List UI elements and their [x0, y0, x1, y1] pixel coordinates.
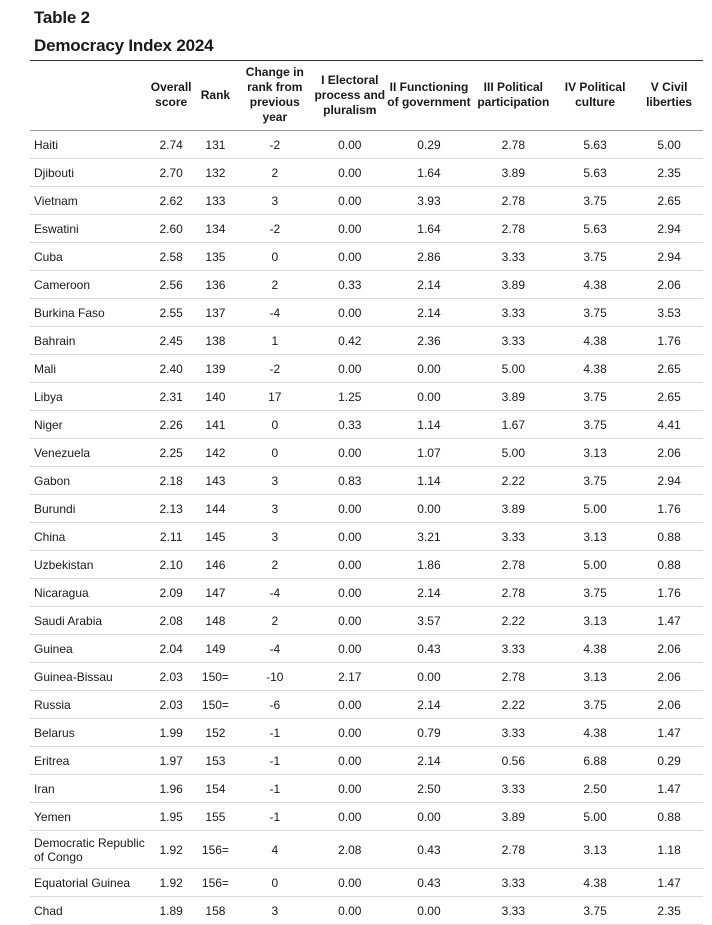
rank-cell: 140	[195, 383, 237, 411]
electoral-process-cell: 0.33	[313, 411, 386, 439]
country-cell: China	[30, 523, 148, 551]
table-row	[30, 719, 703, 747]
country-cell: Chad	[30, 897, 148, 925]
table-row	[30, 439, 703, 467]
political-participation-cell: 3.89	[472, 803, 555, 831]
header-rank: Rank	[200, 87, 231, 102]
functioning-government-cell: 3.21	[386, 523, 471, 551]
country-cell: Eswatini	[30, 215, 148, 243]
political-participation-cell: 3.89	[472, 271, 555, 299]
functioning-government-cell: 2.50	[386, 775, 471, 803]
electoral-process-cell: 0.00	[313, 579, 386, 607]
functioning-government-cell: 3.93	[386, 187, 471, 215]
rank-change-cell: 3	[236, 897, 313, 925]
rank-cell: 150=	[195, 691, 237, 719]
table-row	[30, 131, 703, 159]
country-cell: Democratic Republic of Congo	[30, 831, 148, 869]
democracy-index-table-wrapper	[30, 60, 703, 925]
header-political-participation: III Political participation	[477, 80, 550, 109]
political-culture-cell: 4.38	[555, 327, 635, 355]
rank-change-cell: 3	[236, 523, 313, 551]
electoral-process-cell: 0.00	[313, 551, 386, 579]
table-row	[30, 159, 703, 187]
civil-liberties-cell: 1.76	[635, 579, 703, 607]
table-row	[30, 869, 703, 897]
civil-liberties-cell: 1.76	[635, 495, 703, 523]
country-cell: Yemen	[30, 803, 148, 831]
rank-cell: 152	[195, 719, 237, 747]
table-body	[30, 131, 703, 925]
header-civil-liberties: V Civil liberties	[646, 80, 693, 109]
electoral-process-cell: 0.00	[313, 299, 386, 327]
political-culture-cell: 3.75	[555, 897, 635, 925]
table-title: Democracy Index 2024	[34, 36, 214, 55]
electoral-process-cell: 1.25	[313, 383, 386, 411]
table-row	[30, 327, 703, 355]
overall-score-cell: 1.95	[148, 803, 195, 831]
electoral-process-cell: 0.83	[313, 467, 386, 495]
rank-change-cell: 4	[236, 831, 313, 869]
political-participation-cell: 2.78	[472, 831, 555, 869]
electoral-process-cell: 0.00	[313, 719, 386, 747]
country-cell: Cuba	[30, 243, 148, 271]
table-row	[30, 299, 703, 327]
overall-score-cell: 2.58	[148, 243, 195, 271]
electoral-process-cell: 0.00	[313, 215, 386, 243]
rank-change-cell: 0	[236, 869, 313, 897]
electoral-process-cell: 2.08	[313, 831, 386, 869]
political-culture-cell: 5.63	[555, 131, 635, 159]
country-cell: Bahrain	[30, 327, 148, 355]
country-cell: Cameroon	[30, 271, 148, 299]
rank-cell: 136	[195, 271, 237, 299]
civil-liberties-cell: 2.06	[635, 635, 703, 663]
civil-liberties-cell: 1.76	[635, 327, 703, 355]
political-culture-cell: 3.75	[555, 691, 635, 719]
civil-liberties-cell: 4.41	[635, 411, 703, 439]
civil-liberties-cell: 0.29	[635, 747, 703, 775]
table-row	[30, 775, 703, 803]
political-culture-cell: 2.50	[555, 775, 635, 803]
overall-score-cell: 1.92	[148, 831, 195, 869]
political-culture-cell: 4.38	[555, 719, 635, 747]
rank-change-cell: 2	[236, 159, 313, 187]
functioning-government-cell: 2.14	[386, 747, 471, 775]
table-row	[30, 411, 703, 439]
political-culture-cell: 3.75	[555, 411, 635, 439]
rank-cell: 141	[195, 411, 237, 439]
political-participation-cell: 2.22	[472, 607, 555, 635]
overall-score-cell: 2.04	[148, 635, 195, 663]
overall-score-cell: 2.55	[148, 299, 195, 327]
political-culture-cell: 3.75	[555, 187, 635, 215]
overall-score-cell: 2.25	[148, 439, 195, 467]
rank-change-cell: 0	[236, 439, 313, 467]
rank-cell: 137	[195, 299, 237, 327]
electoral-process-cell: 0.00	[313, 897, 386, 925]
rank-cell: 147	[195, 579, 237, 607]
table-row	[30, 215, 703, 243]
functioning-government-cell: 2.36	[386, 327, 471, 355]
electoral-process-cell: 0.42	[313, 327, 386, 355]
electoral-process-cell: 2.17	[313, 663, 386, 691]
electoral-process-cell: 0.00	[313, 747, 386, 775]
political-participation-cell: 3.89	[472, 495, 555, 523]
electoral-process-cell: 0.00	[313, 523, 386, 551]
overall-score-cell: 1.89	[148, 897, 195, 925]
political-culture-cell: 5.63	[555, 159, 635, 187]
table-row	[30, 831, 703, 869]
political-participation-cell: 0.56	[472, 747, 555, 775]
country-cell: Burkina Faso	[30, 299, 148, 327]
functioning-government-cell: 2.14	[386, 691, 471, 719]
table-row	[30, 663, 703, 691]
civil-liberties-cell: 2.35	[635, 159, 703, 187]
functioning-government-cell: 0.43	[386, 635, 471, 663]
table-row	[30, 551, 703, 579]
rank-change-cell: 2	[236, 607, 313, 635]
header-overall-score: Overall score	[150, 80, 192, 109]
electoral-process-cell: 0.00	[313, 159, 386, 187]
electoral-process-cell: 0.00	[313, 355, 386, 383]
rank-cell: 142	[195, 439, 237, 467]
rank-change-cell: -1	[236, 747, 313, 775]
political-participation-cell: 3.33	[472, 775, 555, 803]
country-cell: Mali	[30, 355, 148, 383]
political-culture-cell: 3.75	[555, 243, 635, 271]
rank-change-cell: -1	[236, 803, 313, 831]
overall-score-cell: 2.62	[148, 187, 195, 215]
country-cell: Iran	[30, 775, 148, 803]
rank-cell: 135	[195, 243, 237, 271]
electoral-process-cell: 0.00	[313, 691, 386, 719]
functioning-government-cell: 1.07	[386, 439, 471, 467]
rank-cell: 148	[195, 607, 237, 635]
rank-cell: 153	[195, 747, 237, 775]
political-participation-cell: 2.78	[472, 215, 555, 243]
political-culture-cell: 4.38	[555, 355, 635, 383]
rank-change-cell: 3	[236, 187, 313, 215]
functioning-government-cell: 2.14	[386, 579, 471, 607]
electoral-process-cell: 0.00	[313, 775, 386, 803]
functioning-government-cell: 2.14	[386, 299, 471, 327]
overall-score-cell: 2.31	[148, 383, 195, 411]
country-cell: Equatorial Guinea	[30, 869, 148, 897]
political-culture-cell: 6.88	[555, 747, 635, 775]
header-political-culture: IV Political culture	[564, 80, 626, 109]
civil-liberties-cell: 1.18	[635, 831, 703, 869]
functioning-government-cell: 0.79	[386, 719, 471, 747]
political-participation-cell: 3.33	[472, 897, 555, 925]
civil-liberties-cell: 2.65	[635, 355, 703, 383]
table-row	[30, 635, 703, 663]
header-rank-change: Change in rank from previous year	[245, 65, 304, 124]
overall-score-cell: 1.92	[148, 869, 195, 897]
overall-score-cell: 2.56	[148, 271, 195, 299]
civil-liberties-cell: 3.53	[635, 299, 703, 327]
political-participation-cell: 3.33	[472, 869, 555, 897]
functioning-government-cell: 0.00	[386, 383, 471, 411]
table-header	[30, 61, 703, 131]
electoral-process-cell: 0.00	[313, 131, 386, 159]
political-culture-cell: 3.13	[555, 831, 635, 869]
functioning-government-cell: 3.57	[386, 607, 471, 635]
functioning-government-cell: 0.43	[386, 831, 471, 869]
electoral-process-cell: 0.00	[313, 635, 386, 663]
political-participation-cell: 3.33	[472, 327, 555, 355]
civil-liberties-cell: 2.65	[635, 187, 703, 215]
table-row	[30, 897, 703, 925]
rank-cell: 156=	[195, 831, 237, 869]
political-culture-cell: 3.75	[555, 383, 635, 411]
rank-cell: 158	[195, 897, 237, 925]
table-label: Table 2	[34, 8, 90, 27]
rank-cell: 143	[195, 467, 237, 495]
header-functioning-government: II Functioning of government	[387, 80, 471, 109]
overall-score-cell: 2.10	[148, 551, 195, 579]
table-row	[30, 355, 703, 383]
political-participation-cell: 2.78	[472, 131, 555, 159]
country-cell: Gabon	[30, 467, 148, 495]
electoral-process-cell: 0.00	[313, 607, 386, 635]
table-row	[30, 607, 703, 635]
political-participation-cell: 2.22	[472, 691, 555, 719]
political-participation-cell: 5.00	[472, 355, 555, 383]
civil-liberties-cell: 2.35	[635, 897, 703, 925]
civil-liberties-cell: 2.06	[635, 271, 703, 299]
country-cell: Saudi Arabia	[30, 607, 148, 635]
civil-liberties-cell: 1.47	[635, 607, 703, 635]
civil-liberties-cell: 2.06	[635, 439, 703, 467]
political-culture-cell: 4.38	[555, 271, 635, 299]
header-electoral-process: I Electoral process and pluralism	[314, 72, 386, 117]
civil-liberties-cell: 2.94	[635, 243, 703, 271]
rank-cell: 132	[195, 159, 237, 187]
country-cell: Guinea	[30, 635, 148, 663]
overall-score-cell: 1.97	[148, 747, 195, 775]
rank-change-cell: -4	[236, 299, 313, 327]
political-culture-cell: 5.00	[555, 803, 635, 831]
functioning-government-cell: 0.00	[386, 495, 471, 523]
country-cell: Belarus	[30, 719, 148, 747]
rank-change-cell: -1	[236, 775, 313, 803]
rank-change-cell: -10	[236, 663, 313, 691]
electoral-process-cell: 0.00	[313, 803, 386, 831]
political-participation-cell: 5.00	[472, 439, 555, 467]
overall-score-cell: 1.99	[148, 719, 195, 747]
rank-cell: 139	[195, 355, 237, 383]
rank-change-cell: -4	[236, 579, 313, 607]
table-row	[30, 187, 703, 215]
political-culture-cell: 3.75	[555, 467, 635, 495]
rank-change-cell: -4	[236, 635, 313, 663]
rank-change-cell: 2	[236, 271, 313, 299]
country-cell: Nicaragua	[30, 579, 148, 607]
rank-cell: 134	[195, 215, 237, 243]
political-culture-cell: 3.75	[555, 299, 635, 327]
political-culture-cell: 3.13	[555, 663, 635, 691]
political-culture-cell: 5.63	[555, 215, 635, 243]
rank-change-cell: 3	[236, 467, 313, 495]
overall-score-cell: 2.08	[148, 607, 195, 635]
overall-score-cell: 2.18	[148, 467, 195, 495]
political-culture-cell: 3.13	[555, 439, 635, 467]
political-participation-cell: 3.89	[472, 383, 555, 411]
political-participation-cell: 2.22	[472, 467, 555, 495]
civil-liberties-cell: 5.00	[635, 131, 703, 159]
political-participation-cell: 3.89	[472, 159, 555, 187]
overall-score-cell: 2.03	[148, 663, 195, 691]
political-participation-cell: 3.33	[472, 523, 555, 551]
overall-score-cell: 2.70	[148, 159, 195, 187]
political-participation-cell: 3.33	[472, 243, 555, 271]
overall-score-cell: 2.03	[148, 691, 195, 719]
civil-liberties-cell: 2.94	[635, 467, 703, 495]
political-culture-cell: 4.38	[555, 869, 635, 897]
rank-change-cell: 1	[236, 327, 313, 355]
country-cell: Vietnam	[30, 187, 148, 215]
political-participation-cell: 3.33	[472, 299, 555, 327]
functioning-government-cell: 1.64	[386, 159, 471, 187]
rank-cell: 145	[195, 523, 237, 551]
country-cell: Libya	[30, 383, 148, 411]
civil-liberties-cell: 0.88	[635, 523, 703, 551]
overall-score-cell: 2.11	[148, 523, 195, 551]
functioning-government-cell: 1.86	[386, 551, 471, 579]
overall-score-cell: 2.60	[148, 215, 195, 243]
country-cell: Guinea-Bissau	[30, 663, 148, 691]
political-participation-cell: 1.67	[472, 411, 555, 439]
overall-score-cell: 1.96	[148, 775, 195, 803]
rank-change-cell: -2	[236, 131, 313, 159]
functioning-government-cell: 1.14	[386, 411, 471, 439]
political-participation-cell: 3.33	[472, 719, 555, 747]
rank-cell: 155	[195, 803, 237, 831]
electoral-process-cell: 0.00	[313, 495, 386, 523]
civil-liberties-cell: 2.06	[635, 663, 703, 691]
rank-change-cell: 3	[236, 495, 313, 523]
functioning-government-cell: 0.00	[386, 663, 471, 691]
democracy-index-table	[30, 60, 703, 925]
political-participation-cell: 2.78	[472, 551, 555, 579]
country-cell: Eritrea	[30, 747, 148, 775]
rank-cell: 154	[195, 775, 237, 803]
political-participation-cell: 2.78	[472, 663, 555, 691]
rank-change-cell: -1	[236, 719, 313, 747]
civil-liberties-cell: 2.06	[635, 691, 703, 719]
civil-liberties-cell: 1.47	[635, 775, 703, 803]
table-row	[30, 803, 703, 831]
political-participation-cell: 2.78	[472, 579, 555, 607]
functioning-government-cell: 1.64	[386, 215, 471, 243]
political-participation-cell: 2.78	[472, 187, 555, 215]
rank-change-cell: 0	[236, 411, 313, 439]
political-culture-cell: 4.38	[555, 635, 635, 663]
functioning-government-cell: 2.86	[386, 243, 471, 271]
table-row	[30, 691, 703, 719]
political-culture-cell: 3.75	[555, 579, 635, 607]
functioning-government-cell: 0.43	[386, 869, 471, 897]
overall-score-cell: 2.45	[148, 327, 195, 355]
table-row	[30, 523, 703, 551]
overall-score-cell: 2.40	[148, 355, 195, 383]
functioning-government-cell: 0.29	[386, 131, 471, 159]
civil-liberties-cell: 0.88	[635, 803, 703, 831]
civil-liberties-cell: 1.47	[635, 869, 703, 897]
table-row	[30, 383, 703, 411]
overall-score-cell: 2.09	[148, 579, 195, 607]
political-culture-cell: 3.13	[555, 607, 635, 635]
table-row	[30, 271, 703, 299]
rank-cell: 133	[195, 187, 237, 215]
political-culture-cell: 3.13	[555, 523, 635, 551]
country-cell: Djibouti	[30, 159, 148, 187]
rank-change-cell: 0	[236, 243, 313, 271]
electoral-process-cell: 0.33	[313, 271, 386, 299]
civil-liberties-cell: 1.47	[635, 719, 703, 747]
rank-cell: 131	[195, 131, 237, 159]
rank-cell: 138	[195, 327, 237, 355]
rank-cell: 150=	[195, 663, 237, 691]
country-cell: Niger	[30, 411, 148, 439]
header-row	[30, 61, 703, 131]
overall-score-cell: 2.74	[148, 131, 195, 159]
rank-change-cell: -6	[236, 691, 313, 719]
rank-change-cell: -2	[236, 215, 313, 243]
functioning-government-cell: 1.14	[386, 467, 471, 495]
functioning-government-cell: 0.00	[386, 355, 471, 383]
table-row	[30, 747, 703, 775]
rank-cell: 146	[195, 551, 237, 579]
civil-liberties-cell: 0.88	[635, 551, 703, 579]
electoral-process-cell: 0.00	[313, 187, 386, 215]
rank-change-cell: 2	[236, 551, 313, 579]
header-country	[30, 61, 148, 131]
civil-liberties-cell: 2.65	[635, 383, 703, 411]
civil-liberties-cell: 2.94	[635, 215, 703, 243]
table-row	[30, 467, 703, 495]
functioning-government-cell: 2.14	[386, 271, 471, 299]
political-culture-cell: 5.00	[555, 495, 635, 523]
table-row	[30, 495, 703, 523]
political-culture-cell: 5.00	[555, 551, 635, 579]
rank-change-cell: 17	[236, 383, 313, 411]
country-cell: Russia	[30, 691, 148, 719]
rank-cell: 144	[195, 495, 237, 523]
functioning-government-cell: 0.00	[386, 897, 471, 925]
functioning-government-cell: 0.00	[386, 803, 471, 831]
overall-score-cell: 2.13	[148, 495, 195, 523]
rank-cell: 149	[195, 635, 237, 663]
rank-change-cell: -2	[236, 355, 313, 383]
electoral-process-cell: 0.00	[313, 869, 386, 897]
table-row	[30, 579, 703, 607]
country-cell: Burundi	[30, 495, 148, 523]
electoral-process-cell: 0.00	[313, 439, 386, 467]
country-cell: Uzbekistan	[30, 551, 148, 579]
country-cell: Venezuela	[30, 439, 148, 467]
overall-score-cell: 2.26	[148, 411, 195, 439]
country-cell: Haiti	[30, 131, 148, 159]
rank-cell: 156=	[195, 869, 237, 897]
political-participation-cell: 3.33	[472, 635, 555, 663]
table-row	[30, 243, 703, 271]
electoral-process-cell: 0.00	[313, 243, 386, 271]
